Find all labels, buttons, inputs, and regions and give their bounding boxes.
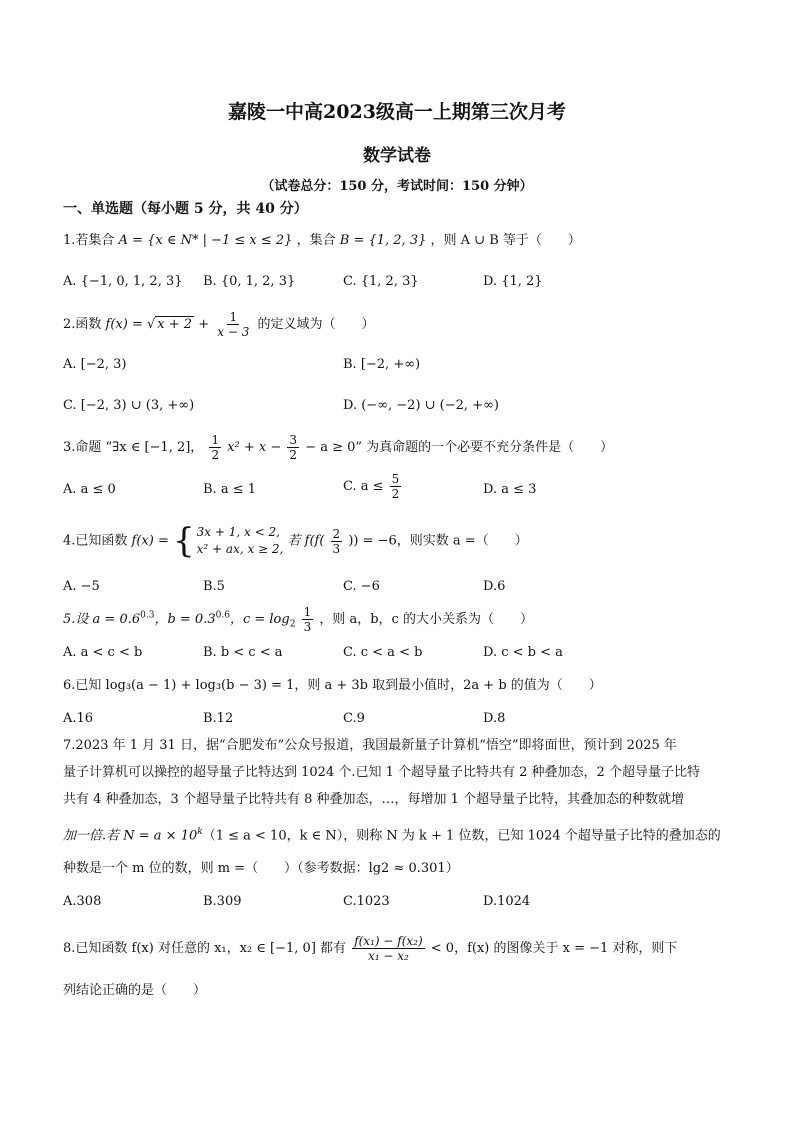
q4-option-c: C. −6 — [343, 579, 380, 594]
q2-option-a: A. [−2, 3) — [63, 357, 127, 372]
question-7-line-5: 种数是一个 m 位的数，则 m =（ ）（参考数据：lg2 ≈ 0.301） — [63, 861, 459, 876]
q7-option-c: C.1023 — [343, 894, 390, 909]
question-8: 8.已知函数 f(x) 对任意的 x₁，x₂ ∈ [−1, 0] 都有 $\frac{\text{f(x₁) − f(x₂)}}{\text{x₁ − x₂}}$ < 0，f(x) 的图像关于 x = −1 对称，则下 — [63, 934, 678, 963]
q3-option-b: B. a ≤ 1 — [203, 482, 256, 497]
q1-option-d: D. {1, 2} — [483, 274, 543, 289]
question-3: 3.命题 “∃x ∈ [−1, 2]， $\frac{1}{2}$ x² + x − $\frac{3}{2}$ − a ≥ 0” 为真命题的一个必要不充分条件是（ ） — [63, 433, 614, 462]
q7-option-d: D.1024 — [483, 894, 531, 909]
q5-option-c: C. c < a < b — [343, 645, 423, 660]
question-7-line-2: 量子计算机可以操控的超导量子比特达到 1024 个.已知 1 个超导量子比特共有 2 种叠加态，2 个超导量子比特 — [63, 765, 700, 780]
q5-option-b: B. b < c < a — [203, 645, 283, 660]
question-8-line-2: 列结论正确的是（ ） — [63, 983, 207, 998]
q4-option-b: B.5 — [203, 579, 225, 594]
q6-option-d: D.8 — [483, 711, 506, 726]
q6-option-a: A.16 — [63, 711, 94, 726]
section-heading: 一、单选题（每小题 5 分，共 40 分） — [63, 201, 308, 217]
question-7-line-1: 7.2023 年 1 月 31 日，据“合肥发布”公众号报道，我国最新量子计算机“悟空”即将面世，预计到 2025 年 — [63, 738, 677, 753]
q5-option-a: A. a < c < b — [63, 645, 143, 660]
q3-option-a: A. a ≤ 0 — [63, 482, 116, 497]
question-4: 4.已知函数 f(x) = { 3x + 1, x < 2, x² + ax, x ≥ 2, 若 f(f( $\frac{2}{3}$ )) = −6，则实数 a =（ ） — [63, 521, 528, 561]
q4-option-d: D.6 — [483, 579, 506, 594]
question-6: 6.已知 log₃(a − 1) + log₃(b − 3) = 1，则 a + 3b 取到最小值时，2a + b 的值为（ ） — [63, 678, 602, 693]
question-5: 5.设 $a = 0.6^{0.3}$，$b = 0.3^{0.6}$，$c = \log_2$ $\frac{1}{3}$ ，则 a，b，c 的大小关系为（ ） — [63, 605, 533, 634]
q5-option-d: D. c < b < a — [483, 645, 563, 660]
question-7-line-4: 加一倍.若 $N = a \times 10^k(1 \le a < 10$，k ∈ N），则称 N 为 k + 1 位数，已知 1024 个超导量子比特的叠加态的 — [63, 827, 721, 844]
question-7-line-3: 共有 4 种叠加态，3 个超导量子比特共有 8 种叠加态，…，每增加 1 个超导量子比特，其叠加态的种数就增 — [63, 792, 685, 807]
q6-option-b: B.12 — [203, 711, 234, 726]
q4-option-a: A. −5 — [63, 579, 100, 594]
q1-option-c: C. {1, 2, 3} — [343, 274, 419, 289]
q2-option-d: D. (−∞, −2) ∪ (−2, +∞) — [343, 398, 499, 413]
q7-option-a: A.308 — [63, 894, 102, 909]
q1-option-a: A. {−1, 0, 1, 2, 3} — [63, 274, 183, 289]
exam-title: 嘉陵一中高2023级高一上期第三次月考 — [228, 101, 566, 123]
q6-option-c: C.9 — [343, 711, 365, 726]
question-1: 1.若集合 A = {x ∈ N* | −1 ≤ x ≤ 2} ，集合 B = {1, 2, 3} ，则 A ∪ B 等于（ ） — [63, 233, 581, 248]
q2-fraction: $\frac{1}{x - 3}$ — [217, 310, 250, 339]
q1-option-b: B. {0, 1, 2, 3} — [203, 274, 296, 289]
exam-meta: （试卷总分：150 分，考试时间：150 分钟） — [261, 179, 533, 194]
q2-option-b: B. [−2, +∞) — [343, 357, 421, 372]
q3-option-c: C. a ≤ $\frac{5}{2}$ — [343, 472, 400, 501]
q7-option-b: B.309 — [203, 894, 242, 909]
piecewise-function: { 3x + 1, x < 2, x² + ax, x ≥ 2, — [173, 521, 284, 561]
q2-option-c: C. [−2, 3) ∪ (3, +∞) — [63, 398, 195, 413]
exam-subtitle: 数学试卷 — [363, 146, 431, 166]
q3-option-d: D. a ≤ 3 — [483, 482, 537, 497]
question-2: 2.函数 f(x) = √ x + 2 + $\frac{1}{x - 3}$ 的定义域为（ ） — [63, 310, 375, 339]
